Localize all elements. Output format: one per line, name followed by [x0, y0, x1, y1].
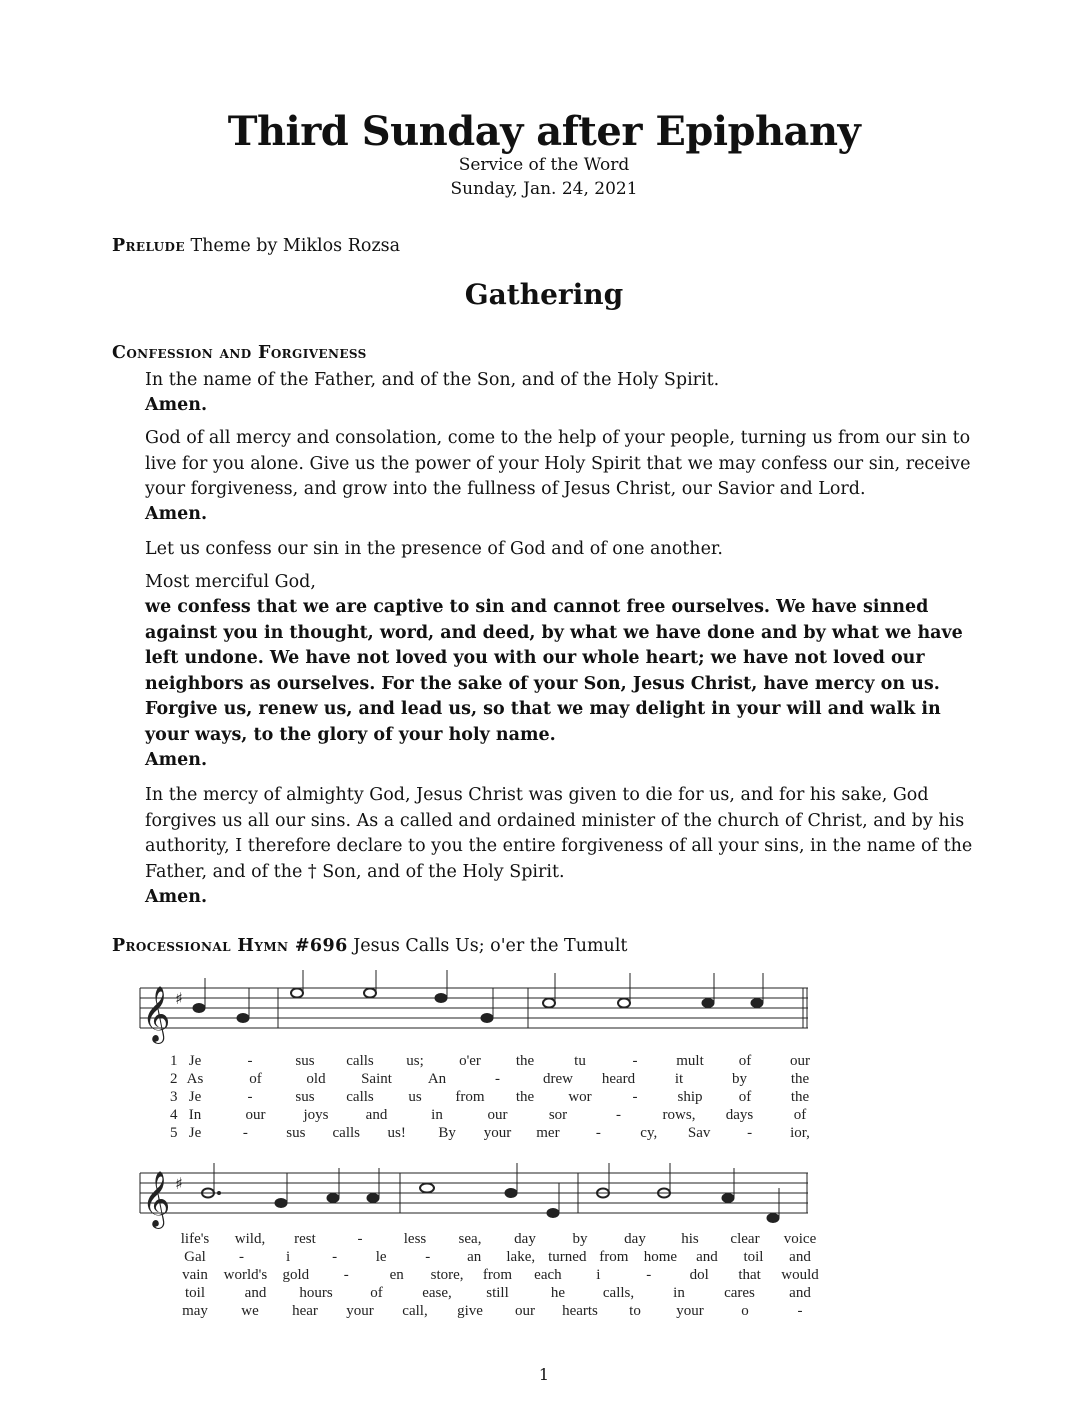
lyric-syllable: and — [789, 1249, 811, 1265]
lyric-syllable: lake, — [506, 1249, 536, 1265]
lyric-syllable: vain — [182, 1267, 208, 1283]
hymn-title: Jesus Calls Us; o'er the Tumult — [353, 936, 628, 956]
lyric-syllable: - — [646, 1267, 652, 1283]
lyric-syllable: us! — [387, 1125, 406, 1141]
lyric-syllable: and — [789, 1285, 811, 1301]
lyric-syllable: joys — [303, 1107, 329, 1123]
lyric-syllable: of — [738, 1089, 752, 1105]
lyric-syllable: would — [781, 1267, 819, 1283]
hymn-score — [0, 970, 1088, 1350]
lyric-syllable: his — [681, 1231, 699, 1247]
prelude-text: Theme by Miklos Rozsa — [190, 236, 401, 256]
hymn-line — [112, 936, 627, 956]
lyric-syllable: rows, — [662, 1107, 696, 1123]
lyric-syllable: us — [408, 1089, 422, 1105]
lyric-syllable: toil — [184, 1285, 206, 1301]
lyric-syllable: dol — [689, 1267, 709, 1283]
lyric-syllable: - — [616, 1107, 621, 1123]
invocation-text: In the name of the Father, and of the Son, and of the Holy Spirit. — [145, 370, 720, 390]
verse-number: 5 — [170, 1125, 178, 1141]
lyric-syllable: to — [629, 1303, 641, 1319]
lyric-syllable: may — [182, 1303, 208, 1319]
lyric-syllable: o — [741, 1303, 749, 1319]
lyric-syllable: rest — [294, 1231, 316, 1247]
lyric-syllable: from — [599, 1249, 629, 1265]
lyric-syllable: tu — [574, 1053, 586, 1069]
prelude-line — [112, 236, 400, 256]
lyric-syllable: Saint — [361, 1071, 392, 1087]
lyric-syllable: en — [389, 1267, 404, 1283]
opening-prayer: God of all mercy and consolation, come to the help of your people, turning us from our sin to live for you alone. Give us the power of your Holy Spirit that we may confess our sin, receive your forgiveness, and grow into the fullness of Jesus Christ, our Savior and Lord. — [145, 428, 971, 499]
lyric-syllable: us; — [406, 1053, 424, 1069]
lyric-syllable: days — [725, 1107, 754, 1123]
lyric-syllable: clear — [730, 1231, 760, 1247]
lyric-syllable: day — [514, 1231, 536, 1247]
invitation-text: Let us confess our sin in the presence of God and of one another. — [145, 539, 723, 559]
lyric-syllable: i — [285, 1249, 291, 1265]
lyric-syllable: an — [467, 1249, 482, 1265]
lyric-syllable: mer — [536, 1125, 560, 1141]
lyric-syllable: each — [534, 1267, 562, 1283]
lyric-syllable: - — [343, 1267, 349, 1283]
lyric-syllable: your — [483, 1125, 512, 1141]
lyric-syllable: - — [495, 1071, 500, 1087]
lyric-syllable: - — [797, 1303, 803, 1319]
lyric-syllable: As — [186, 1071, 204, 1087]
lyric-syllable: we — [241, 1303, 259, 1319]
lyric-syllable: life's — [180, 1231, 210, 1247]
lyric-syllable: Sav — [687, 1125, 711, 1141]
lyric-syllable: Je — [188, 1053, 202, 1069]
lyric-syllable: hours — [299, 1285, 333, 1301]
lyric-syllable: - — [632, 1089, 638, 1105]
prelude-label: Prelude — [112, 236, 185, 256]
lyric-syllable: calls — [346, 1089, 374, 1105]
lyric-syllable: and — [244, 1285, 267, 1301]
lyric-syllable: - — [247, 1053, 253, 1069]
lyric-syllable: call, — [402, 1303, 428, 1319]
staff-system-2 — [140, 1173, 808, 1213]
lyric-syllable: sus — [286, 1125, 306, 1141]
lyric-syllable: Gal — [184, 1249, 206, 1265]
lyric-syllable: world's — [223, 1267, 268, 1283]
lyric-syllable: toil — [743, 1249, 764, 1265]
lyric-syllable: it — [674, 1071, 684, 1087]
lyric-syllable: - — [632, 1053, 638, 1069]
lyric-syllable: less — [403, 1231, 427, 1247]
lyric-syllable: by — [732, 1071, 747, 1087]
lyric-syllable: the — [790, 1071, 810, 1087]
lyrics-system-2 — [181, 1231, 820, 1319]
verse-numbers — [170, 1053, 178, 1141]
lyric-syllable: the — [515, 1089, 535, 1105]
section-heading-gathering: Gathering — [464, 278, 624, 311]
hymn-label: Processional Hymn #696 — [112, 936, 348, 956]
lyric-syllable: and — [365, 1107, 388, 1123]
lyric-syllable: wild, — [234, 1231, 266, 1247]
lyric-syllable: - — [595, 1125, 601, 1141]
lyric-syllable: sea, — [458, 1231, 482, 1247]
lyric-syllable: calls — [332, 1125, 360, 1141]
treble-clef-icon: 𝄞 — [142, 986, 171, 1042]
lyric-syllable: old — [306, 1071, 326, 1087]
lyric-syllable: of — [738, 1053, 752, 1069]
lyric-syllable: hearts — [562, 1303, 598, 1319]
lyric-syllable: - — [247, 1089, 253, 1105]
lyric-syllable: wor — [568, 1089, 592, 1105]
lyric-syllable: from — [482, 1267, 513, 1283]
lyric-syllable: By — [438, 1125, 456, 1141]
key-signature-sharp-icon: ♯ — [175, 989, 183, 1008]
lyric-syllable: An — [427, 1071, 447, 1087]
lyric-syllable: our — [487, 1107, 508, 1123]
service-subtitle: Service of the Word — [458, 155, 630, 175]
lyric-syllable: by — [572, 1231, 588, 1247]
lyric-syllable: our — [515, 1303, 535, 1319]
lyric-syllable: day — [624, 1231, 646, 1247]
lyric-syllable: your — [676, 1303, 704, 1319]
lyric-syllable: sus — [295, 1053, 315, 1069]
lyric-syllable: of — [370, 1285, 383, 1301]
lyric-syllable: the — [515, 1053, 535, 1069]
confession-prayer: we confess that we are captive to sin and cannot free ourselves. We have sinned against you in thought, word, and deed, by what we have done and by what we have left undone. We have not loved you with our whole heart; we have not loved our neighbors as ourselves. For the sake of your Son, Jesus Christ, have mercy on us. Forgive us, renew us, and lead us, so that we may delight in your will and walk in your ways, to the glory of your holy name. — [145, 597, 963, 745]
lyric-syllable: drew — [543, 1071, 573, 1087]
lyric-syllable: ship — [677, 1089, 703, 1105]
key-signature-sharp-icon: ♯ — [175, 1174, 183, 1193]
lyric-syllable: le — [375, 1249, 387, 1265]
lyric-syllable: mult — [676, 1053, 704, 1069]
lyric-syllable: - — [425, 1249, 431, 1265]
lyric-syllable: ease, — [422, 1285, 452, 1301]
confession-address: Most merciful God, — [145, 572, 316, 592]
verse-number: 1 — [170, 1053, 178, 1069]
lyric-syllable: - — [239, 1249, 245, 1265]
lyric-syllable: give — [457, 1303, 483, 1319]
lyric-syllable: cares — [724, 1285, 755, 1301]
lyric-syllable: of — [793, 1107, 807, 1123]
lyric-syllable: - — [332, 1249, 338, 1265]
lyric-syllable: hear — [292, 1303, 318, 1319]
lyric-syllable: our — [790, 1053, 810, 1069]
lyric-syllable: sor — [548, 1107, 568, 1123]
lyric-syllable: the — [790, 1089, 810, 1105]
page-number: 1 — [538, 1365, 550, 1384]
verse-number: 3 — [170, 1089, 178, 1105]
lyric-syllable: calls, — [602, 1285, 635, 1301]
confession-label: Confession and Forgiveness — [112, 343, 367, 363]
lyric-syllable: ior, — [790, 1125, 810, 1141]
absolution-text: In the mercy of almighty God, Jesus Christ was given to die for us, and for his sake, God forgives us all our sins. As a called and ordained minister of the church of Christ, and by his authority, I therefore declare to you the entire forgiveness of all your sins, in the name of the Father, and of the † Son, and of the Holy Spirit. — [145, 785, 973, 882]
lyric-syllable: i — [596, 1267, 601, 1283]
lyric-syllable: - — [357, 1231, 363, 1247]
lyric-syllable: store, — [430, 1267, 464, 1283]
verse-number: 2 — [170, 1071, 178, 1087]
lyric-syllable: - — [747, 1125, 753, 1141]
lyric-syllable: sus — [295, 1089, 315, 1105]
lyric-syllable: calls — [346, 1053, 374, 1069]
amen-response: Amen. — [145, 887, 208, 907]
lyric-syllable: heard — [601, 1071, 636, 1087]
lyric-syllable: Je — [188, 1089, 202, 1105]
lyric-syllable: still — [486, 1285, 509, 1301]
lyric-syllable: gold — [282, 1267, 310, 1283]
verse-number: 4 — [170, 1107, 178, 1123]
amen-response: Amen. — [145, 504, 208, 524]
lyric-syllable: from — [455, 1089, 485, 1105]
lyric-syllable: our — [245, 1107, 266, 1123]
lyric-syllable: in — [431, 1107, 443, 1123]
lyric-syllable: and — [696, 1249, 718, 1265]
treble-clef-icon: 𝄞 — [142, 1171, 171, 1227]
lyrics-system-1 — [187, 1053, 810, 1141]
service-date: Sunday, Jan. 24, 2021 — [450, 179, 638, 199]
lyric-syllable: that — [738, 1267, 761, 1283]
lyric-syllable: your — [346, 1303, 374, 1319]
lyric-syllable: - — [242, 1125, 248, 1141]
page-title: Third Sunday after Epiphany — [227, 108, 861, 155]
lyric-syllable: turned — [548, 1249, 587, 1265]
lyric-syllable: cy, — [640, 1125, 658, 1141]
lyric-syllable: home — [643, 1249, 678, 1265]
lyric-syllable: In — [188, 1107, 202, 1123]
lyric-syllable: in — [673, 1285, 685, 1301]
lyric-syllable: voice — [783, 1231, 817, 1247]
amen-response: Amen. — [145, 750, 208, 770]
lyric-syllable: Je — [188, 1125, 202, 1141]
lyric-syllable: he — [550, 1285, 566, 1301]
lyric-syllable: of — [249, 1071, 262, 1087]
amen-response: Amen. — [145, 395, 208, 415]
lyric-syllable: o'er — [459, 1053, 481, 1069]
